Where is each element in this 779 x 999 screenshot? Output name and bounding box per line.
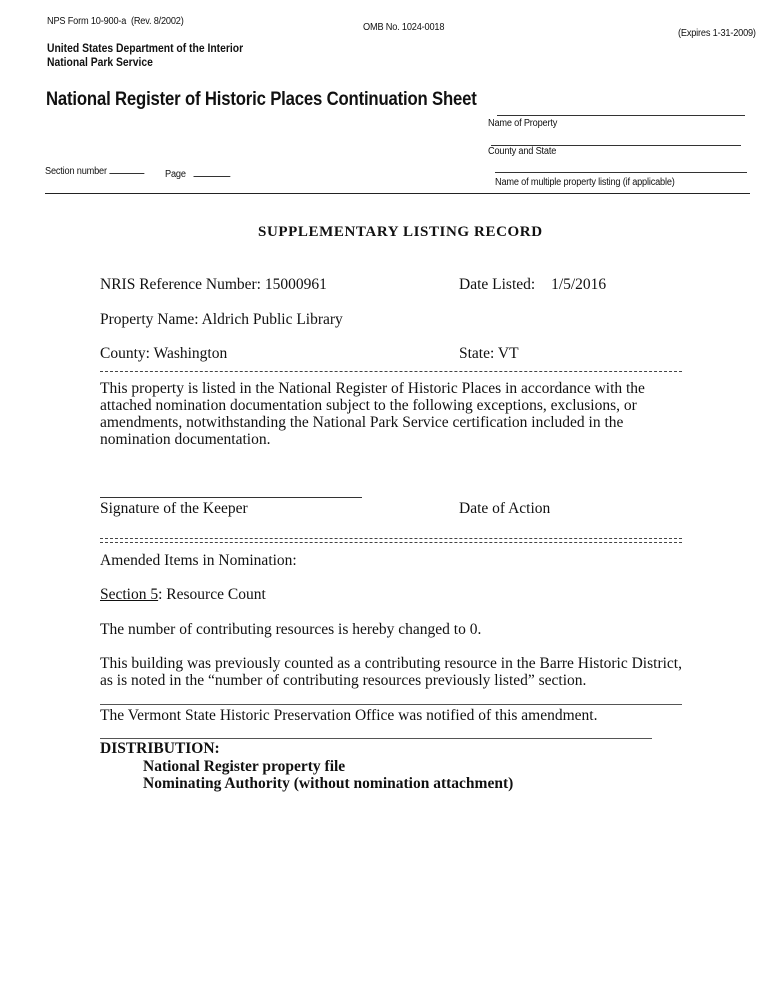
record-heading: SUPPLEMENTARY LISTING RECORD (258, 224, 543, 240)
nris-value: 15000961 (264, 276, 327, 293)
section-number-blank (109, 165, 144, 174)
property-name-label: Property Name: (100, 311, 199, 328)
distribution-item: National Register property file (143, 758, 346, 775)
county-state-label: County and State (488, 146, 557, 157)
state-label: State: (459, 345, 495, 362)
shpo-note: The Vermont State Historic Preservation Office was notified of this amendment. (100, 707, 598, 724)
note-divider-top (100, 704, 682, 705)
section-resource-count (100, 586, 266, 603)
note-divider-bottom (100, 738, 652, 739)
state-value: VT (497, 345, 519, 362)
nris-reference (100, 276, 327, 293)
section-label: Section 5 (100, 586, 159, 603)
page-blank (194, 168, 231, 177)
contributing-change: The number of contributing resources is hereby changed to 0. (100, 621, 482, 638)
header-divider (45, 193, 750, 194)
page-label: Page (165, 169, 186, 180)
date-listed (459, 276, 606, 293)
form-id (47, 16, 184, 27)
date-of-action-label: Date of Action (459, 500, 551, 517)
page-field (165, 168, 230, 180)
county-value: Washington (153, 345, 228, 362)
distribution-item: Nominating Authority (without nomination attachment) (143, 775, 514, 792)
agency-name: National Park Service (47, 57, 153, 69)
omb-number: OMB No. 1024-0018 (363, 22, 445, 33)
nris-label: NRIS Reference Number: (100, 276, 261, 293)
double-dashed-divider (100, 538, 682, 543)
signature-line (100, 497, 362, 498)
department-name: United States Department of the Interior (47, 43, 244, 55)
date-listed-value: 1/5/2016 (551, 276, 607, 293)
dashed-divider-top (100, 371, 682, 372)
form-number: NPS Form 10-900-a (47, 16, 127, 27)
section-number-field (45, 165, 144, 177)
page-title: National Register of Historic Places Continuation Sheet (46, 89, 477, 110)
previous-listing-note: This building was previously counted as a contributing resource in the Barre Historic District, as is noted in the “number of contributing resources previously listed” section. (100, 655, 682, 689)
name-of-property-label: Name of Property (488, 118, 558, 129)
county-label: County: (100, 345, 150, 362)
county (100, 345, 227, 362)
signature-label: Signature of the Keeper (100, 500, 248, 517)
name-of-property-line (497, 115, 745, 116)
section-title: : Resource Count (158, 586, 266, 603)
distribution-heading: DISTRIBUTION: (100, 740, 220, 757)
multiple-listing-label: Name of multiple property listing (if applicable) (495, 177, 675, 188)
form-revision: (Rev. 8/2002) (130, 16, 184, 27)
listing-statement: This property is listed in the National Register of Historic Places in accordance with the attached nomination documentation subject to the following exceptions, exclusions, or amendments, notwithstanding the National Park Service certification included in the nomination documentation. (100, 380, 645, 448)
state (459, 345, 519, 362)
date-listed-label: Date Listed: (459, 276, 536, 293)
property-name (100, 311, 343, 328)
expiration-date: (Expires 1-31-2009) (678, 28, 756, 39)
property-name-value: Aldrich Public Library (201, 311, 343, 328)
section-number-label: Section number (45, 166, 107, 177)
amended-heading: Amended Items in Nomination: (100, 552, 297, 569)
multiple-listing-line (495, 172, 747, 173)
